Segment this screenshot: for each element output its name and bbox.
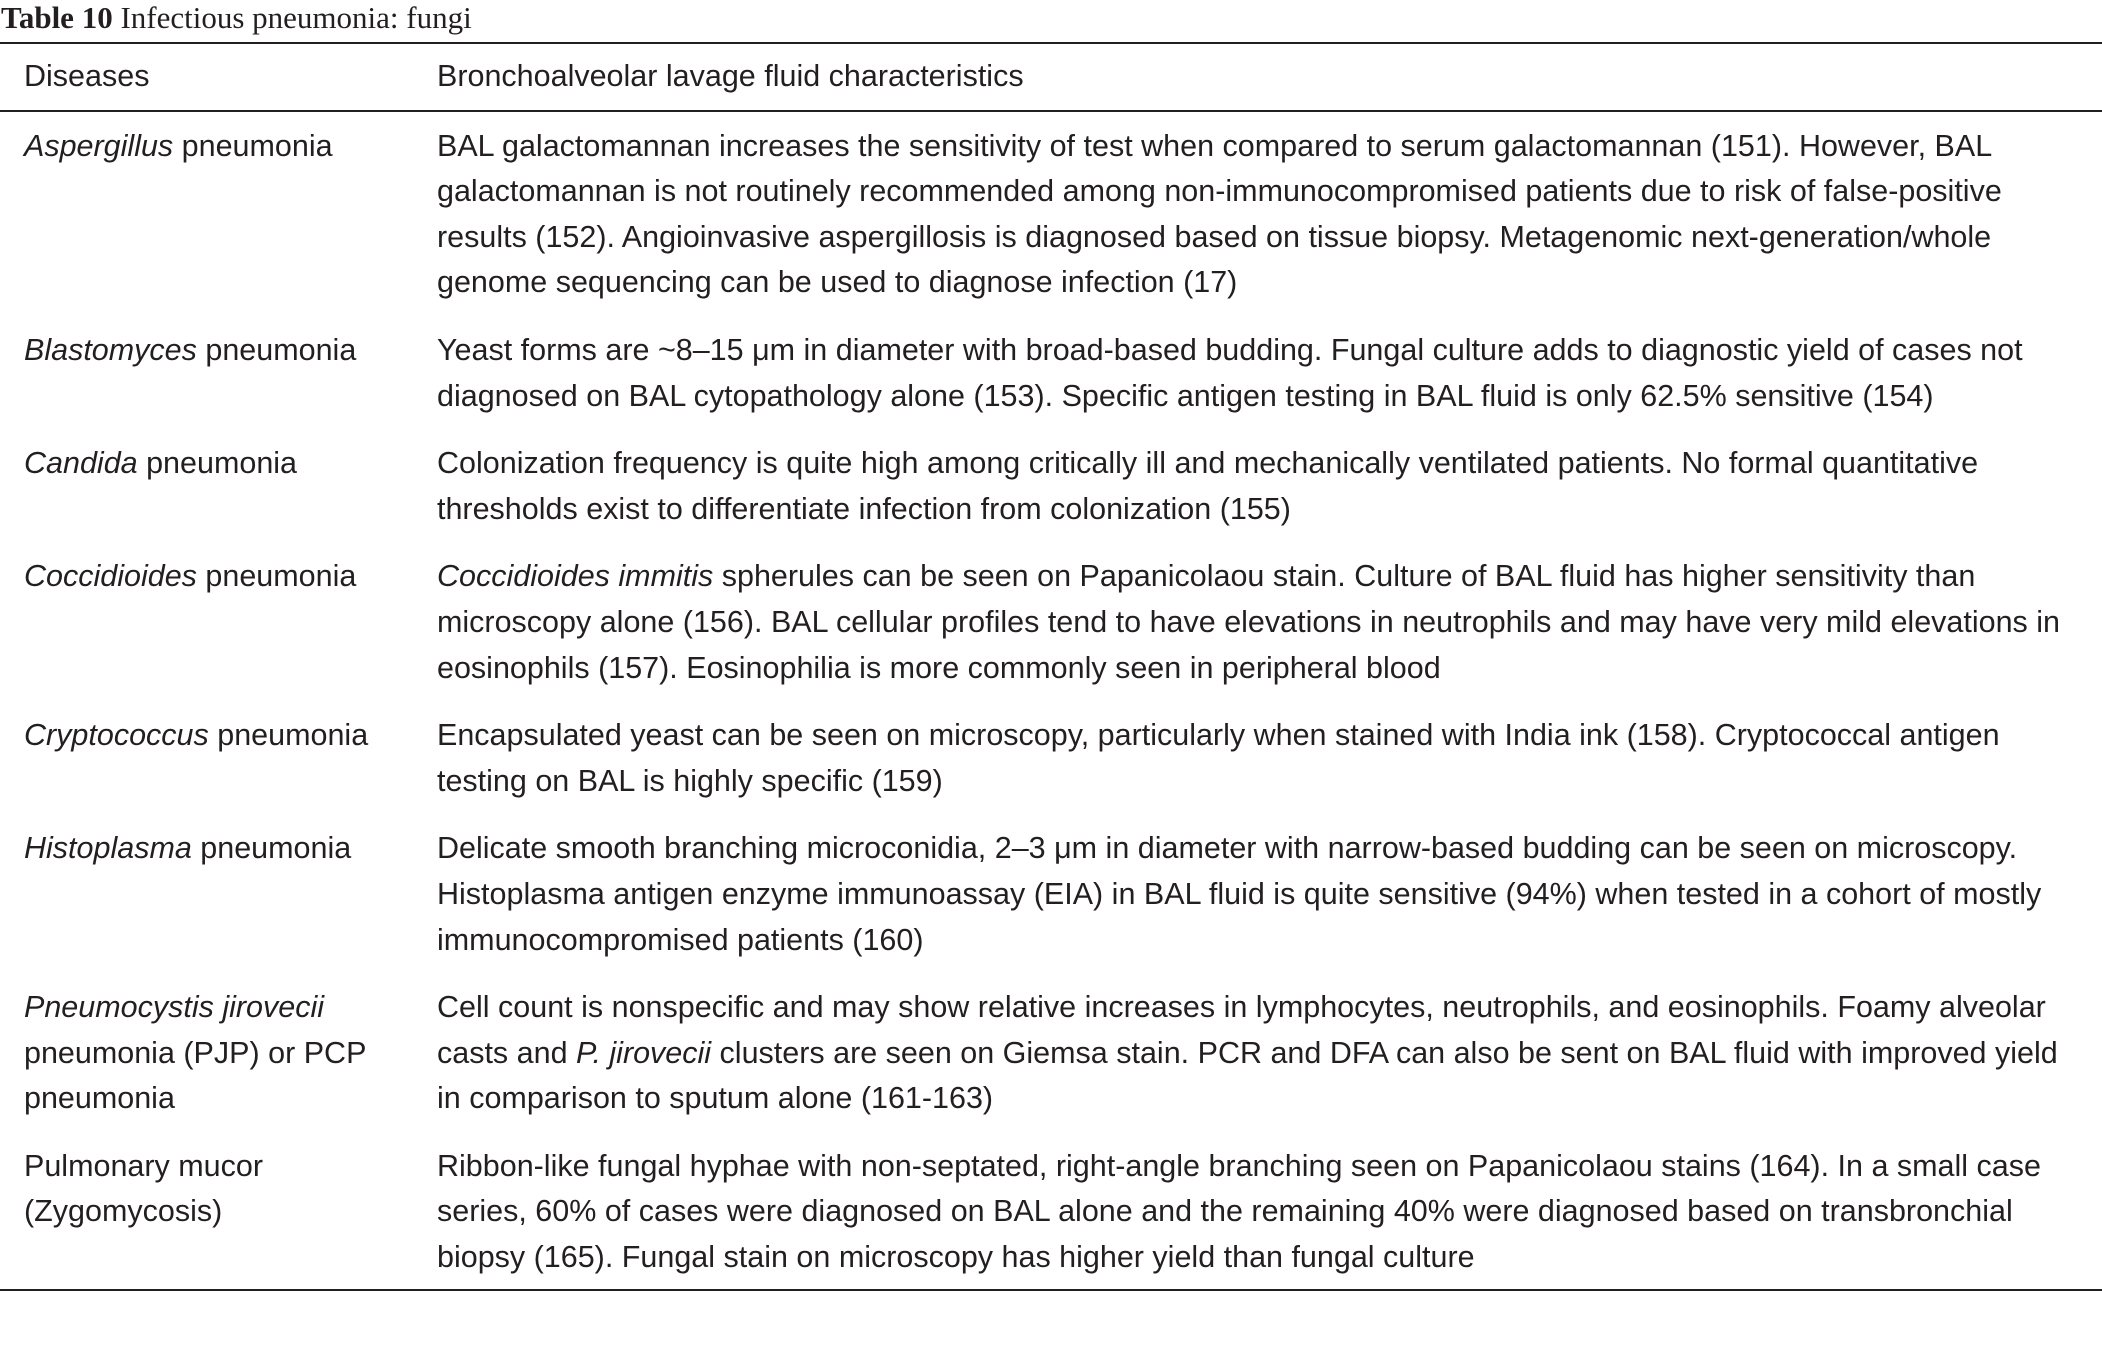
header-diseases: Diseases [0,43,414,111]
bal-characteristics-cell [414,699,2102,812]
table-number: Table 10 [1,0,113,35]
cell-text: spherules can be seen on Papanicolaou stain. Culture of BAL fluid has higher sensitivity than microscopy alone (156). BAL cellular profiles tend to have elevations in neutrophils and may have very mild elevations in eosinophils (157). Eosinophilia is more commonly seen in peripheral blood [437,559,2061,685]
italic-text: Aspergillus [24,128,174,163]
cell-text: pneumonia [196,559,357,594]
bal-characteristics-cell [414,812,2102,971]
cell-text: BAL galactomannan increases the sensitivity of test when compared to serum galactomannan (151). However, BAL galactomannan is not routinely recommended among non-immunocompromised patients due to risk of false-positive results (152). Angioinvasive aspergillosis is diagnosed based on tissue biopsy. Metagenomic next-generation/whole genome sequencing can be used to diagnose infection (17) [437,128,2002,300]
fungi-table [0,42,2102,1291]
cell-text: pneumonia [196,332,357,367]
bal-characteristics-cell [414,314,2102,427]
table-row [0,812,2102,971]
disease-cell [0,540,414,699]
italic-text: Pneumocystis jirovecii [24,990,325,1025]
disease-cell [0,971,414,1130]
cell-text: Encapsulated yeast can be seen on microscopy, particularly when stained with India ink (158). Cryptococcal antigen testing on BAL is highly specific (159) [437,718,2000,798]
cell-text: clusters are seen on Giemsa stain. PCR and DFA can also be sent on BAL fluid with improved yield in comparison to sputum alone (161-163) [437,1035,2058,1116]
italic-text: Cryptococcus [24,718,209,753]
cell-text: pneumonia [137,446,298,481]
table-caption [0,0,2102,42]
italic-text: P. jirovecii [576,1035,712,1070]
italic-text: Candida [24,446,138,481]
cell-text: Cell count is nonspecific and may show relative increases in lymphocytes, neutrophils, and eosinophils. Foamy alveolar casts and [437,990,2046,1070]
table-row [0,540,2102,699]
disease-cell [0,699,414,812]
bal-characteristics-cell [414,540,2102,699]
bal-characteristics-cell [414,1130,2102,1290]
bal-characteristics-cell [414,971,2102,1130]
italic-text: Histoplasma [24,831,192,866]
table-body [0,111,2102,1290]
table-row [0,1130,2102,1290]
table-title: Infectious pneumonia: fungi [112,0,472,35]
italic-text: Coccidioides [24,559,197,594]
cell-text: Delicate smooth branching microconidia, 2–3 μm in diameter with narrow-based budding can be seen on microscopy. Histoplasma antigen enzyme immunoassay (EIA) in BAL fluid is quite sensitive (94%) when tested in a cohort of mostly immunocompromised patients (160) [437,831,2042,957]
disease-cell [0,812,414,971]
header-bal-characteristics: Bronchoalveolar lavage fluid characteristics [414,43,2102,111]
table-row [0,314,2102,427]
disease-cell [0,1130,414,1290]
bal-characteristics-cell [414,427,2102,540]
cell-text: pneumonia [173,128,333,163]
table-row [0,699,2102,812]
table-row [0,111,2102,314]
cell-text: Ribbon-like fungal hyphae with non-septated, right-angle branching seen on Papanicolaou stains (164). In a small case series, 60% of cases were diagnosed on BAL alone and the remaining 40% were diagnosed based on transbronchial biopsy (165). Fungal stain on microscopy has higher yield than fungal culture [437,1148,2041,1275]
bal-characteristics-cell [414,111,2102,314]
disease-cell [0,427,414,540]
cell-text: Colonization frequency is quite high among critically ill and mechanically ventilated patients. No formal quantitative thresholds exist to differentiate infection from colonization (155) [437,446,1979,526]
cell-text: Yeast forms are ~8–15 μm in diameter with broad-based budding. Fungal culture adds to diagnostic yield of cases not diagnosed on BAL cytopathology alone (153). Specific antigen testing in BAL fluid is only 62.5% sensitive (154) [437,332,2023,413]
cell-text: Pulmonary mucor (Zygomycosis) [24,1148,263,1229]
italic-text: Blastomyces [24,332,197,367]
italic-text: Coccidioides immitis [437,559,714,594]
disease-cell [0,111,414,314]
cell-text: pneumonia [191,831,352,866]
table-row [0,427,2102,540]
table-header-row [0,43,2102,111]
cell-text: pneumonia [208,718,369,753]
disease-cell [0,314,414,427]
cell-text: pneumonia (PJP) or PCP pneumonia [24,1035,366,1116]
table-row [0,971,2102,1130]
